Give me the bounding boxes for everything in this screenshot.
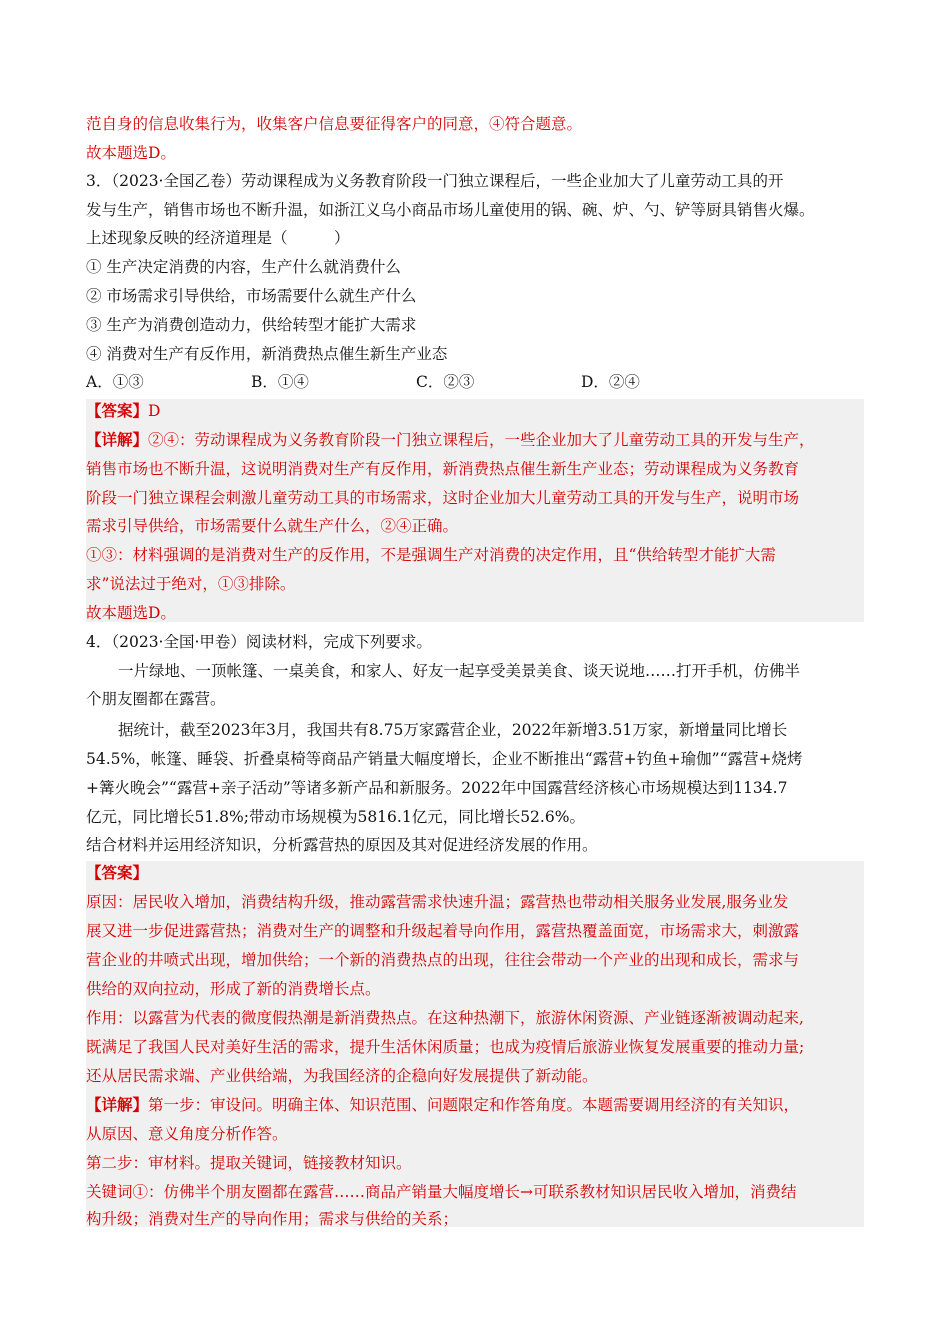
q4-detail-line-4: 关键词①：仿佛半个朋友圈都在露营……商品产销量大幅度增长→可联系教材知识居民收入增加，消费结 (86, 1183, 797, 1201)
q4-detail-line-2: 从原因、意义角度分析作答。 (86, 1125, 288, 1143)
q3-option-d: D．②④ (581, 373, 640, 391)
q3-detail-text-1: ②④：劳动课程成为义务教育阶段一门独立课程后，一些企业加大了儿童劳动工具的开发与生产， (148, 431, 815, 449)
q3-stem-line-3: 上述现象反映的经济道理是（ ） (86, 229, 350, 247)
q3-item-1: ① 生产决定消费的内容，生产什么就消费什么 (86, 258, 401, 276)
q4-material-line-3: 据统计，截至2023年3月，我国共有8.75万家露营企业，2022年新增3.51万家，新增量同比增长 (118, 721, 788, 739)
q3-detail-line-3: 阶段一门独立课程会刺激儿童劳动工具的市场需求，这时企业加大儿童劳动工具的开发与生产，说明市场 (86, 489, 800, 507)
q3-detail-line-5: ①③：材料强调的是消费对生产的反作用，不是强调生产对消费的决定作用，且“供给转型才能扩大需 (86, 546, 776, 564)
q3-option-a: A．①③ (86, 373, 144, 391)
q4-material-line-4: 54.5%，帐篷、睡袋、折叠桌椅等商品产销量大幅度增长，企业不断推出“露营+钓鱼+瑜伽”“露营+烧烤 (86, 750, 803, 768)
q3-option-b: B．①④ (251, 373, 309, 391)
q4-detail-line-3: 第二步：审材料。提取关键词，链接教材知识。 (86, 1154, 412, 1172)
q3-detail-line-7: 故本题选D。 (86, 604, 176, 622)
q3-option-c: C．②③ (416, 373, 475, 391)
q4-answer-line-6: 既满足了我国人民对美好生活的需求，提升生活休闲质量；也成为疫情后旅游业恢复发展重要的推动力量; (86, 1038, 805, 1056)
q4-answer-line-1: 原因：居民收入增加，消费结构升级，推动露营需求快速升温；露营热也带动相关服务业发展,服务业发 (86, 893, 789, 911)
q3-item-4: ④ 消费对生产有反作用，新消费热点催生新生产业态 (86, 345, 448, 363)
prev-answer-line-2: 故本题选D。 (86, 144, 176, 162)
q4-answer-line-2: 展又进一步促进露营热；消费对生产的调整和升级起着导向作用，露营热覆盖面宽，市场需求大，刺激露 (86, 922, 800, 940)
q4-material-line-6: 亿元，同比增长51.8%;带动市场规模为5816.1亿元，同比增长52.6%。 (86, 808, 585, 826)
q4-answer-line-7: 还从居民需求端、产业供给端，为我国经济的企稳向好发展提供了新动能。 (86, 1067, 598, 1085)
prev-answer-line-1: 范自身的信息收集行为，收集客户信息要征得客户的同意，④符合题意。 (86, 115, 583, 133)
q4-answer-line-5: 作用：以露营为代表的微度假热潮是新消费热点。在这种热潮下，旅游休闲资源、产业链逐渐被调动起来, (86, 1009, 804, 1027)
q3-detail-line-6: 求”说法过于绝对，①③排除。 (86, 575, 296, 593)
q3-answer-tag: 【答案】 (86, 401, 149, 420)
q3-detail-line-1 (86, 430, 815, 450)
q3-detail-line-4: 需求引导供给，市场需要什么就生产什么，②④正确。 (86, 517, 459, 535)
q3-item-3: ③ 生产为消费创造动力，供给转型才能扩大需求 (86, 316, 417, 334)
q4-answer-tag: 【答案】 (86, 863, 149, 882)
q4-detail-line-1 (86, 1095, 799, 1115)
q3-detail-tag: 【详解】 (86, 430, 149, 449)
q3-item-2: ② 市场需求引导供给，市场需要什么就生产什么 (86, 287, 417, 305)
q3-answer-line (86, 401, 160, 421)
q4-material-line-5: +篝火晚会”“露营+亲子活动”等诸多新产品和新服务。2022年中国露营经济核心市场规模达到1134.7 (86, 779, 788, 797)
q4-material-line-2: 个朋友圈都在露营。 (86, 690, 226, 708)
q3-detail-line-2: 销售市场也不断升温，这说明消费对生产有反作用，新消费热点催生新生产业态；劳动课程成为义务教育 (86, 460, 800, 478)
q4-stem: 4．（2023·全国·甲卷）阅读材料，完成下列要求。 (86, 633, 432, 651)
q4-detail-text-1: 第一步：审设问。明确主体、知识范围、问题限定和作答角度。本题需要调用经济的有关知识， (148, 1096, 800, 1114)
q3-stem-line-1: 3．（2023·全国乙卷）劳动课程成为义务教育阶段一门独立课程后，一些企业加大了儿童劳动工具的开 (86, 172, 784, 190)
q4-question: 结合材料并运用经济知识，分析露营热的原因及其对促进经济发展的作用。 (86, 836, 598, 854)
q4-detail-tag: 【详解】 (86, 1095, 149, 1114)
q3-answer-value: D (148, 402, 161, 420)
q4-answer-line-4: 供给的双向拉动，形成了新的消费增长点。 (86, 980, 381, 998)
q4-answer-line-3: 营企业的井喷式出现，增加供给；一个新的消费热点的出现，往往会带动一个产业的出现和成长，需求与 (86, 951, 800, 969)
q3-stem-line-2: 发与生产，销售市场也不断升温，如浙江义乌小商品市场儿童使用的锅、碗、炉、勺、铲等厨具销售火爆。 (86, 201, 815, 219)
q4-detail-line-5: 构升级；消费对生产的导向作用；需求与供给的关系； (86, 1210, 459, 1228)
q4-material-line-1: 一片绿地、一顶帐篷、一桌美食，和家人、好友一起享受美景美食、谈天说地……打开手机，仿佛半 (118, 662, 801, 680)
